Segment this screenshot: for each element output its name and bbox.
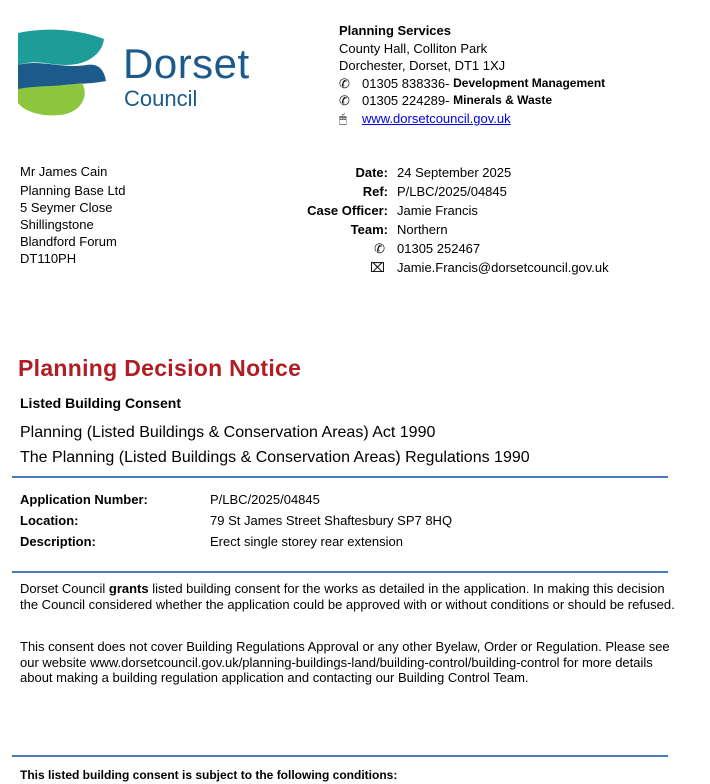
legislation-act: Planning (Listed Buildings & Conservation Areas) Act 1990 xyxy=(20,424,436,441)
logo-green-shape xyxy=(18,83,85,115)
divider xyxy=(12,755,668,757)
phone-dev-management-label: Development Management xyxy=(453,75,606,90)
location-value: 79 St James Street Shaftesbury SP7 8HQ xyxy=(210,513,453,528)
description-value: Erect single storey rear extension xyxy=(210,534,403,549)
application-number-label: Application Number: xyxy=(20,492,148,507)
officer-phone: 01305 252467 xyxy=(397,241,481,256)
logo-teal-shape xyxy=(18,30,104,65)
date-label: Date: xyxy=(355,165,388,180)
mouse-icon: 🖱 xyxy=(339,110,347,126)
recipient-line: 5 Seymer Close xyxy=(20,200,113,215)
phone-icon: ✆ xyxy=(339,93,350,109)
logo-wordmark: Dorset xyxy=(123,40,250,87)
letter-meta xyxy=(200,163,609,277)
description-label: Description: xyxy=(20,534,96,549)
recipient-line: Blandford Forum xyxy=(20,234,117,249)
recipient-address xyxy=(20,163,126,267)
dorset-council-logo xyxy=(16,25,108,117)
decision-paragraph xyxy=(20,581,680,612)
date-value: 24 September 2025 xyxy=(397,165,512,180)
officer-email: Jamie.Francis@dorsetcouncil.gov.uk xyxy=(397,260,609,275)
logo-subtitle: Council xyxy=(124,86,198,111)
org-address-line-1: County Hall, Colliton Park xyxy=(339,40,488,56)
building-regs-paragraph: This consent does not cover Building Regulations Approval or any other Byelaw, Order or Regulation. Please see our website www.dorsetcouncil.gov.uk/planning-buildings-land/building-control/building-control for more details about making a building regulation application and contacting our Building Control Team. xyxy=(20,639,670,685)
email-icon: ⌧ xyxy=(370,260,385,275)
organisation-block xyxy=(339,22,605,128)
case-officer-label: Case Officer: xyxy=(307,203,388,218)
recipient-line: DT110PH xyxy=(20,251,77,266)
application-number-value: P/LBC/2025/04845 xyxy=(210,492,320,507)
recipient-line: Shillingstone xyxy=(20,217,94,232)
decision-grants: grants xyxy=(108,581,149,596)
ref-value: P/LBC/2025/04845 xyxy=(397,184,507,199)
location-label: Location: xyxy=(20,513,79,528)
phone-icon: ✆ xyxy=(339,75,350,91)
legislation-regulations: The Planning (Listed Buildings & Conservation Areas) Regulations 1990 xyxy=(20,449,530,466)
phone-dev-management: 01305 838336- xyxy=(362,75,450,91)
decision-text: listed building consent for the works as detailed in the application. In making this decision the Council considered whether the application could be approved with or without conditions or should be refused. xyxy=(20,581,675,612)
team-value: Northern xyxy=(397,222,448,237)
phone-minerals-waste-label: Minerals & Waste xyxy=(453,93,553,108)
page-title: Planning Decision Notice xyxy=(18,355,302,381)
conditions-heading: This listed building consent is subject to the following conditions: xyxy=(20,768,398,782)
phone-minerals-waste: 01305 224289- xyxy=(362,93,450,109)
recipient-line: Mr James Cain xyxy=(20,164,108,179)
case-officer-value: Jamie Francis xyxy=(397,203,478,218)
decision-text: Dorset Council xyxy=(20,581,109,596)
application-details xyxy=(20,489,452,552)
recipient-line: Planning Base Ltd xyxy=(20,183,126,198)
ref-label: Ref: xyxy=(362,184,388,199)
phone-icon: ✆ xyxy=(374,241,385,256)
divider xyxy=(12,571,668,573)
org-address-line-2: Dorchester, Dorset, DT1 1XJ xyxy=(339,58,506,74)
org-name: Planning Services xyxy=(339,23,451,38)
consent-type: Listed Building Consent xyxy=(20,395,181,411)
legislation xyxy=(20,420,530,470)
team-label: Team: xyxy=(350,222,388,237)
divider xyxy=(12,476,668,478)
website-link[interactable]: www.dorsetcouncil.gov.uk xyxy=(362,110,511,126)
